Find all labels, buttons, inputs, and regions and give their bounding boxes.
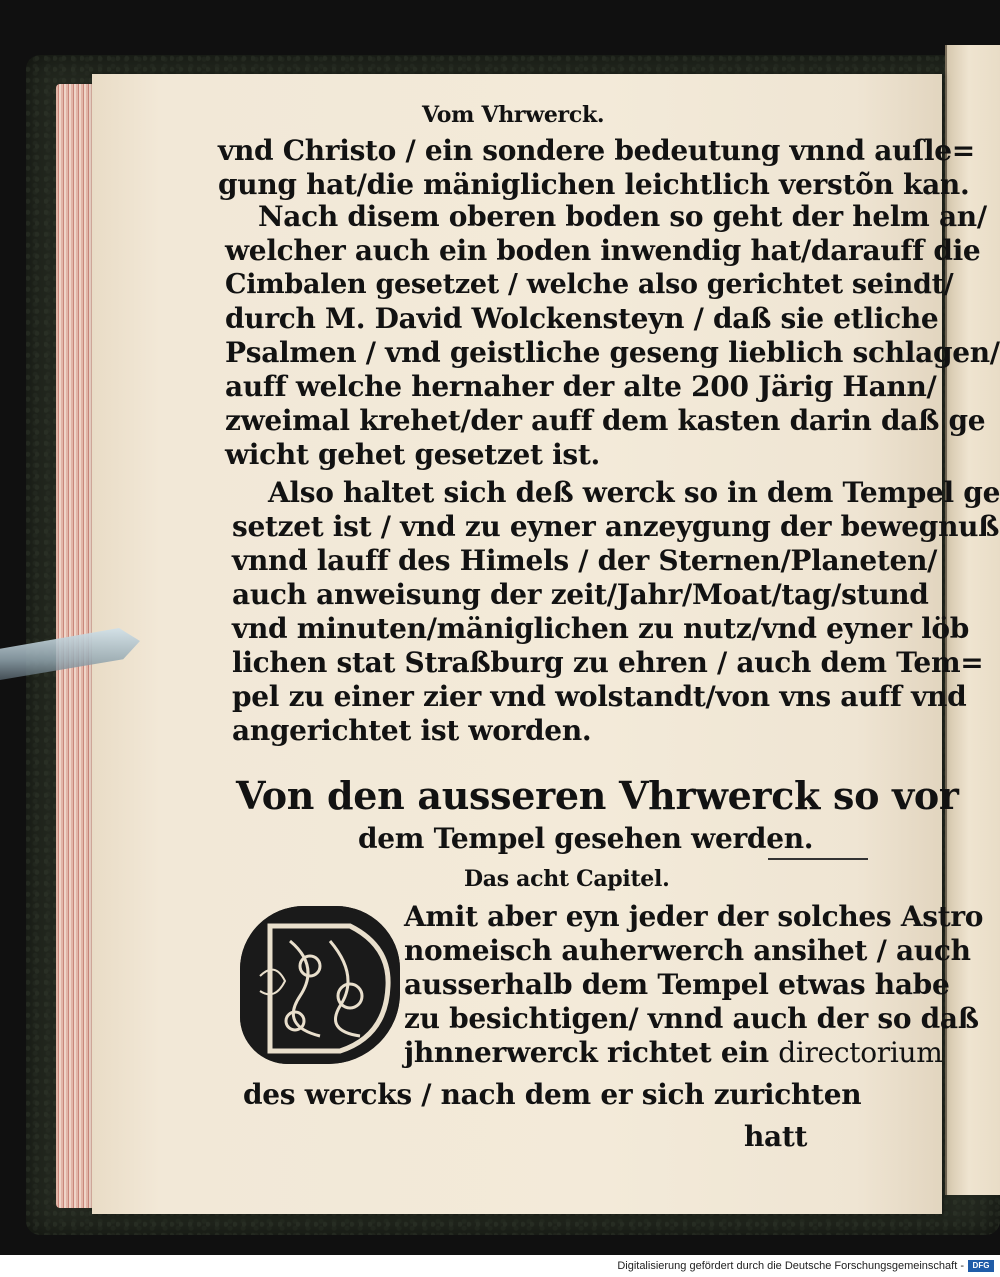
section-heading-line2: dem Tempel gesehen werden. bbox=[358, 822, 814, 855]
chapter-label: Das acht Capitel. bbox=[464, 866, 670, 892]
text-line bbox=[404, 1036, 942, 1070]
footer-bar bbox=[0, 1255, 1000, 1277]
text-line: wicht gehet gesetzet ist. bbox=[225, 438, 600, 471]
text-line: zweimal krehet/der auff dem kasten darin daß ge bbox=[225, 404, 986, 437]
text-line: Psalmen / vnd geistliche geseng lieblich schlagen/ bbox=[225, 336, 1000, 369]
text-line: lichen stat Straßburg zu ehren / auch dem Tem= bbox=[232, 646, 984, 679]
text-fragment: jhnnerwerck richtet ein bbox=[404, 1036, 769, 1069]
section-heading: Von den ausseren Vhrwerck so vor bbox=[236, 773, 959, 818]
text-line: setzet ist / vnd zu eyner anzeygung der bewegnuß bbox=[232, 510, 1000, 543]
text-line: gung hat/die mäniglichen leichtlich verstõn kan. bbox=[218, 168, 970, 201]
catchword: hatt bbox=[744, 1120, 808, 1153]
text-line: welcher auch ein boden inwendig hat/darauff die bbox=[225, 234, 981, 267]
text-line: pel zu einer zier vnd wolstandt/von vns auff vnd bbox=[232, 680, 967, 713]
text-line: des wercks / nach dem er sich zurichten bbox=[243, 1078, 862, 1111]
text-line: Amit aber eyn jeder der solches Astro bbox=[404, 900, 984, 933]
text-line: vnnd lauff des Himels / der Sternen/Planeten/ bbox=[232, 544, 938, 577]
text-line: zu besichtigen/ vnnd auch der so daß bbox=[404, 1002, 979, 1035]
text-line: durch M. David Wolckensteyn / daß sie etliche bbox=[225, 302, 939, 335]
footer-credit: Digitalisierung gefördert durch die Deutsche Forschungsgemeinschaft - bbox=[617, 1260, 964, 1272]
initial-ornament-icon bbox=[240, 906, 400, 1064]
running-head: Vom Vhrwerck. bbox=[422, 102, 605, 128]
heading-rule bbox=[768, 858, 868, 860]
decorated-initial-d bbox=[240, 906, 400, 1064]
text-line: Also haltet sich deß werck so in dem Tempel ge bbox=[268, 476, 1000, 509]
text-line: nomeisch auherwerch ansihet / auch bbox=[404, 934, 971, 967]
text-line: ausserhalb dem Tempel etwas habe bbox=[404, 968, 950, 1001]
text-line: auch anweisung der zeit/Jahr/Moat/tag/stund bbox=[232, 578, 929, 611]
text-line: Nach disem oberen boden so geht der helm an/ bbox=[258, 200, 987, 233]
directorium-word: directorium bbox=[778, 1036, 943, 1069]
dfg-logo: DFG bbox=[968, 1260, 994, 1272]
text-line: angerichtet ist worden. bbox=[232, 714, 592, 747]
text-line: Cimbalen gesetzet / welche also gerichtet seindt/ bbox=[225, 269, 954, 300]
text-line: auff welche hernaher der alte 200 Järig Hann/ bbox=[225, 370, 937, 403]
text-line: vnd Christo / ein sondere bedeutung vnnd auſle= bbox=[218, 134, 975, 167]
text-line: vnd minuten/mäniglichen zu nutz/vnd eyner löb bbox=[232, 612, 970, 645]
